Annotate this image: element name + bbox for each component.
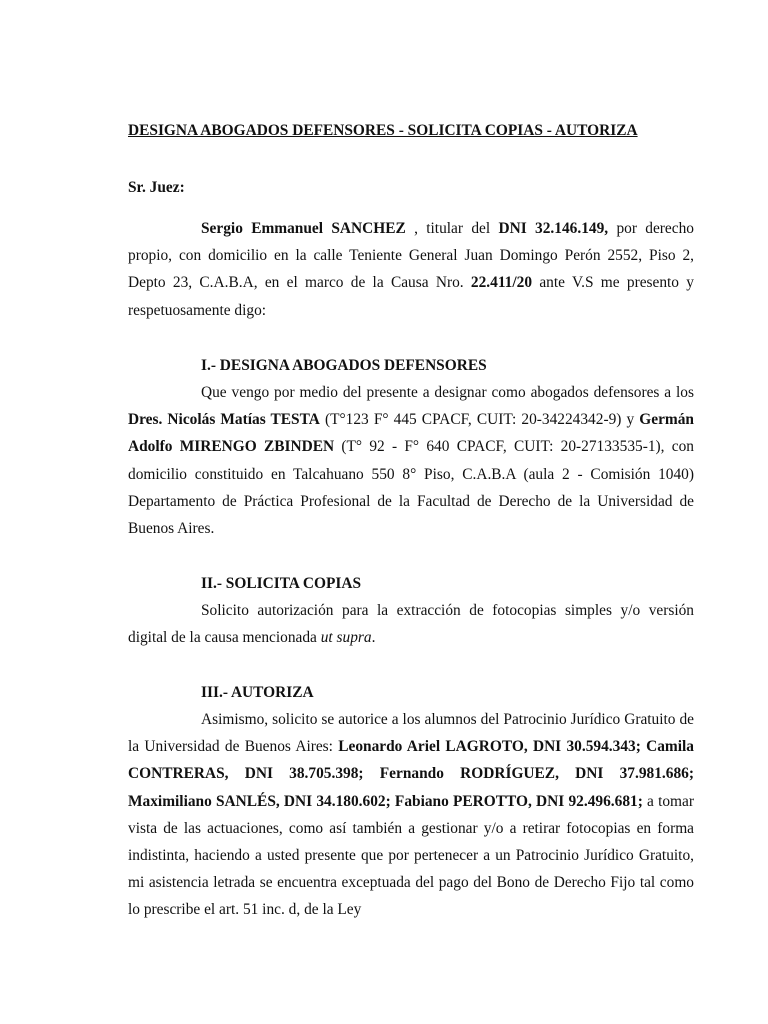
section1-text-1: Que vengo por medio del presente a designar como abogados defensores a los <box>201 384 694 401</box>
lawyer-2-name: Germán Adolfo MIRENGO ZBINDEN <box>128 411 694 456</box>
document-title: DESIGNA ABOGADOS DEFENSORES - SOLICITA COPIAS - AUTORIZA <box>128 122 638 139</box>
intro-text-2 <box>527 220 535 237</box>
intro-text-1: , titular del <box>405 220 499 237</box>
lawyer-1-name: Dres. Nicolás Matías TESTA <box>128 411 320 429</box>
intro-text-4: ante V.S me presento y respetuosamente digo: <box>128 274 694 319</box>
causa-number: 22.411/20 <box>470 274 533 292</box>
authorized-students: Leonardo Ariel LAGROTO, DNI 30.594.343; Camila CONTRERAS, DNI 38.705.398; Fernando RODRÍGUEZ, DNI 37.981.686; Maximiliano SANLÉS, DNI 34.180.602; Fabiano PEROTTO, DNI 92.496.681; <box>128 738 695 810</box>
section3-text-1: Asimismo, solicito se autorice a los alumnos del Patrocinio Jurídico Gratuito de la Universidad de Buenos Aires: <box>128 711 694 756</box>
petitioner-name: Sergio Emmanuel SANCHEZ <box>201 220 406 237</box>
dni-label: DNI <box>498 220 527 237</box>
section1-text-2: (T°123 F° 445 CPACF, CUIT: 20-34224342-9) y <box>319 411 640 429</box>
salutation: Sr. Juez: <box>128 179 185 196</box>
petitioner-dni: 32.146.149, <box>535 220 609 237</box>
intro-paragraph <box>128 215 694 324</box>
section-heading-copias: II.- SOLICITA COPIAS <box>201 575 362 592</box>
section-heading-autoriza: III.- AUTORIZA <box>201 684 314 701</box>
section2-text-1: Solicito autorización para la extracción de fotocopias simples y/o versión digital de la causa mencionada <box>128 602 694 647</box>
section3-text-2: a tomar vista de las actuaciones, como así también a gestionar y/o a retirar fotocopias en forma indistinta, haciendo a usted presente que por pertenecer a un Patrocinio Jurídico Gratuito, mi asistencia letrada se encuentra exceptuada del pago del Bono de Derecho Fijo tal como lo prescribe el art. 51 inc. d, de la Ley <box>128 792 694 919</box>
ut-supra-italic: ut supra <box>320 629 372 647</box>
section2-text-2: . <box>371 629 376 647</box>
section2-paragraph <box>128 597 694 651</box>
section1-text-3: (T° 92 - F° 640 CPACF, CUIT: 20-27133535-1), con domicilio constituido en Talcahuano 550 8° Piso, C.A.B.A (aula 2 - Comisión 1040) Departamento de Práctica Profesional de la Facultad de Derecho de la Universidad de Buenos Aires. <box>128 438 694 538</box>
section3-paragraph <box>128 706 694 924</box>
section-heading-designa: I.- DESIGNA ABOGADOS DEFENSORES <box>201 357 487 374</box>
section1-paragraph <box>128 379 694 542</box>
intro-text-3: por derecho propio, con domicilio en la calle Teniente General Juan Domingo Perón 2552, Piso 2, Depto 23, C.A.B.A, en el marco de la Causa Nro. <box>128 220 694 292</box>
